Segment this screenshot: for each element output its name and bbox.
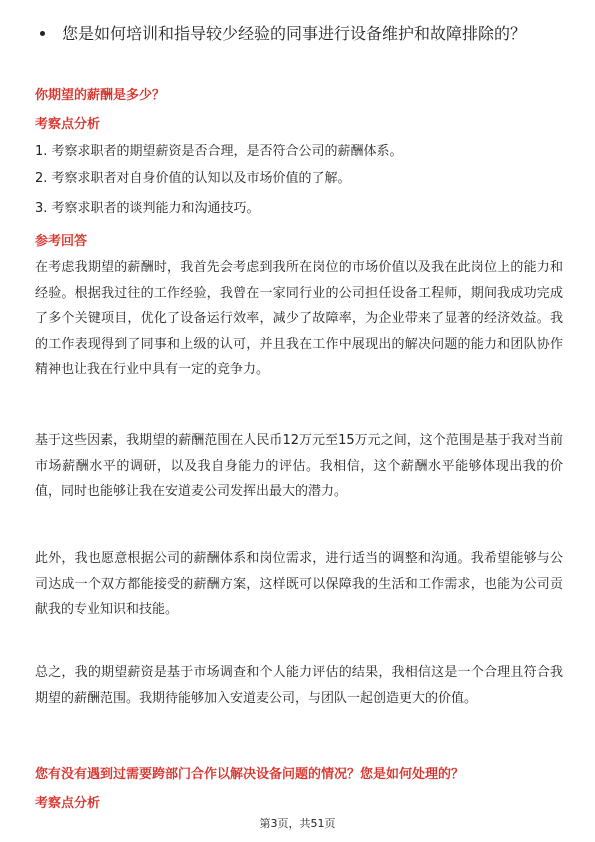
answer-paragraph: 基于这些因素，我期望的薪酬范围在人民币12万元至15万元之间，这个范围是基于我对当前市场薪酬水平的调研，以及我自身能力的评估。我相信，这个薪酬水平能够体现出我的价值，同时也能够让我在安道麦公司发挥出最大的潜力。: [35, 433, 563, 499]
analysis-heading: 考察点分析: [35, 117, 101, 132]
bullet-dot-icon: [40, 31, 45, 36]
answer-heading: 参考回答: [35, 234, 88, 249]
bullet-question-text: 您是如何培训和指导较少经验的同事进行设备维护和故障排除的？: [62, 24, 527, 43]
question-title: 你期望的薪酬是多少？: [35, 88, 166, 103]
analysis-item: 3. 考察求职者的谈判能力和沟通技巧。: [35, 201, 260, 216]
analysis-heading: 考察点分析: [35, 796, 101, 811]
page-footer: 第3页，共51页: [259, 817, 336, 830]
analysis-item: 1. 考察求职者的期望薪资是否合理，是否符合公司的薪酬体系。: [35, 144, 403, 159]
bullet-question: [40, 22, 560, 46]
answer-paragraph: 总之，我的期望薪资是基于市场调查和个人能力评估的结果，我相信这是一个合理且符合我期望的薪酬范围。我期待能够加入安道麦公司，与团队一起创造更大的价值。: [35, 665, 563, 706]
answer-paragraph: 在考虑我期望的薪酬时，我首先会考虑到我所在岗位的市场价值以及我在此岗位上的能力和经验。根据我过往的工作经验，我曾在一家同行业的公司担任设备工程师，期间我成功完成了多个关键项目，优化了设备运行效率，减少了故障率，为企业带来了显著的经济效益。我的工作表现得到了同事和上级的认可，并且我在工作中展现出的解决问题的能力和团队协作精神也让我在行业中具有一定的竞争力。: [35, 260, 563, 377]
answer-paragraph: 此外，我也愿意根据公司的薪酬体系和岗位需求，进行适当的调整和沟通。我希望能够与公司达成一个双方都能接受的薪酬方案，这样既可以保障我的生活和工作需求，也能为公司贡献我的专业知识和技能。: [35, 551, 563, 617]
analysis-item: 2. 考察求职者对自身价值的认知以及市场价值的了解。: [35, 171, 351, 186]
question-title: 您有没有遇到过需要跨部门合作以解决设备问题的情况？您是如何处理的？: [35, 767, 465, 782]
